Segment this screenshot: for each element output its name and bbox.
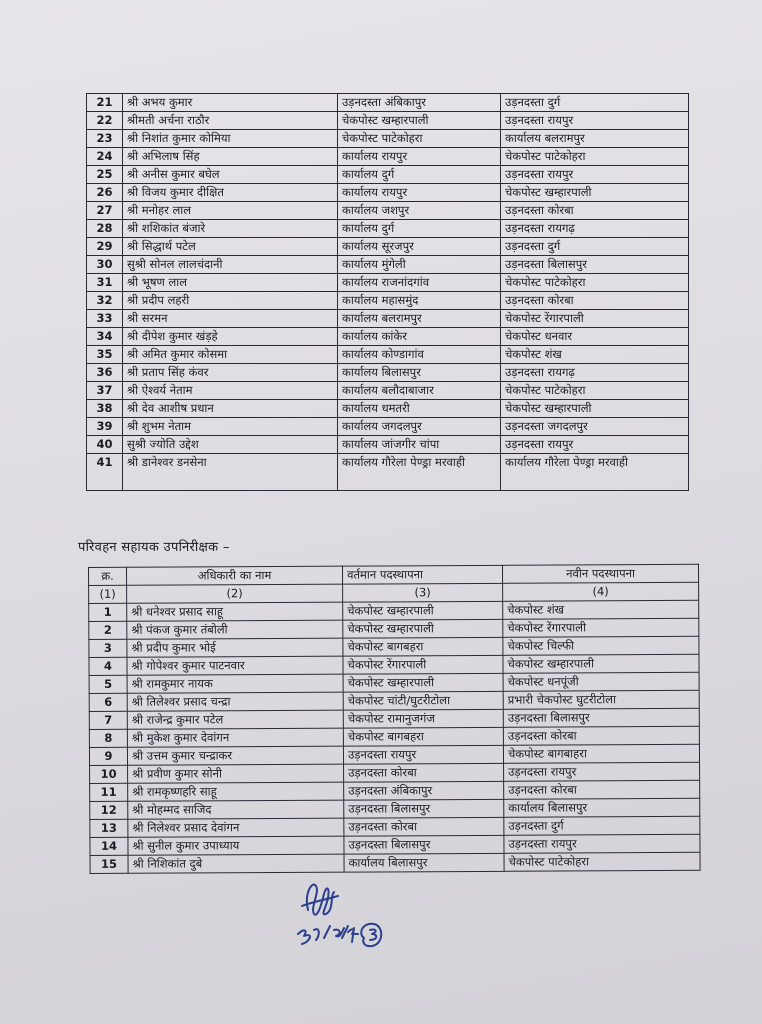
officer-name: श्री अनीस कुमार बघेल [123, 166, 338, 184]
table-row [87, 310, 689, 328]
officer-name: श्री रामकुमार नायक [127, 674, 343, 693]
current-posting: उड़नदस्ता बिलासपुर [344, 799, 504, 818]
header-new-posting: नवीन पदस्थापना [502, 564, 698, 583]
serial-number: 15 [90, 855, 128, 873]
current-posting: कार्यालय मुंगेली [338, 256, 501, 274]
serial-number: 35 [87, 346, 123, 364]
serial-number: 2 [89, 621, 127, 639]
serial-number: 7 [89, 711, 127, 729]
officer-name: श्री अमित कुमार कोसमा [123, 346, 338, 364]
new-posting: चेकपोस्ट धनवार [501, 328, 689, 346]
officer-name: श्री गोपेश्वर कुमार पाटनवार [127, 656, 343, 675]
serial-number: 36 [87, 364, 123, 382]
transfer-table-continued [86, 93, 689, 491]
current-posting: कार्यालय जशपुर [338, 202, 501, 220]
new-posting: प्रभारी चेकपोस्ट घुटरीटोला [503, 690, 699, 709]
new-posting: उड़नदस्ता कोरबा [501, 292, 689, 310]
table-row [87, 364, 689, 382]
new-posting: उड़नदस्ता रायपुर [504, 834, 700, 853]
serial-number: 9 [89, 747, 127, 765]
new-posting: चेकपोस्ट शंख [501, 346, 689, 364]
transfer-table-continued-body [87, 94, 689, 491]
serial-number: 32 [87, 292, 123, 310]
current-posting: कार्यालय बिलासपुर [338, 364, 501, 382]
new-posting: चेकपोस्ट शंख [503, 600, 699, 619]
current-posting: कार्यालय दुर्ग [338, 220, 501, 238]
current-posting: चेकपोस्ट खम्हारपाली [343, 673, 503, 692]
new-posting: चेकपोस्ट बागबाहरा [503, 744, 699, 763]
new-posting: चेकपोस्ट चिल्फी [503, 636, 699, 655]
officer-name: श्री विजय कुमार दीक्षित [123, 184, 338, 202]
header-serial: क्र. [89, 567, 127, 585]
table-row [87, 256, 689, 274]
table-row [87, 454, 689, 491]
subheader-1: (1) [89, 585, 127, 603]
header-officer-name: अधिकारी का नाम [127, 566, 343, 585]
serial-number: 40 [87, 436, 123, 454]
officer-name: श्री निशांत कुमार कोमिया [123, 130, 338, 148]
serial-number: 27 [87, 202, 123, 220]
table-row [87, 418, 689, 436]
officer-name: श्री दीपेश कुमार खंड़हे [123, 328, 338, 346]
officer-name: श्री तिलेश्वर प्रसाद चन्द्रा [127, 692, 343, 711]
new-posting: चेकपोस्ट पाटेकोहरा [501, 382, 689, 400]
new-posting: उड़नदस्ता जगदलपुर [501, 418, 689, 436]
new-posting: उड़नदस्ता रायपुर [501, 436, 689, 454]
current-posting: उड़नदस्ता कोरबा [344, 817, 504, 836]
serial-number: 38 [87, 400, 123, 418]
officer-name: श्री ऐश्वर्य नेताम [123, 382, 338, 400]
serial-number: 31 [87, 274, 123, 292]
new-posting: चेकपोस्ट खम्हारपाली [503, 654, 699, 673]
officer-name: श्री प्रदीप कुमार भोई [127, 638, 343, 657]
officer-name: श्री मोहम्मद साजिद [128, 800, 344, 819]
officer-name: श्री भूषण लाल [123, 274, 338, 292]
officer-name: श्री सरमन [123, 310, 338, 328]
officer-name: श्री अभय कुमार [123, 94, 338, 112]
officer-name: श्री देव आशीष प्रधान [123, 400, 338, 418]
officer-name: श्री धनेश्वर प्रसाद साहू [127, 602, 343, 621]
serial-number: 28 [87, 220, 123, 238]
table-row [87, 94, 689, 112]
subheader-2: (2) [127, 584, 343, 603]
serial-number: 11 [90, 783, 128, 801]
serial-number: 3 [89, 639, 127, 657]
officer-name: श्री पंकज कुमार तंबोली [127, 620, 343, 639]
officer-name: सुश्री ज्योति उद्देश [123, 436, 338, 454]
new-posting: चेकपोस्ट पाटेकोहरा [501, 148, 689, 166]
officer-name: श्री मनोहर लाल [123, 202, 338, 220]
table-row [87, 166, 689, 184]
table-row [87, 148, 689, 166]
officer-name: श्री सिद्धार्थ पटेल [123, 238, 338, 256]
new-posting: उड़नदस्ता बिलासपुर [503, 708, 699, 727]
current-posting: कार्यालय कांकेर [338, 328, 501, 346]
officer-name: श्री निलेश्वर प्रसाद देवांगन [128, 818, 344, 837]
assistant-sub-inspector-table-body [89, 600, 700, 873]
table-row [87, 274, 689, 292]
table-row [87, 436, 689, 454]
new-posting: उड़नदस्ता रायपुर [504, 762, 700, 781]
new-posting: उड़नदस्ता रायगढ़ [501, 364, 689, 382]
current-posting: चेकपोस्ट पाटेकोहरा [338, 130, 501, 148]
serial-number: 22 [87, 112, 123, 130]
new-posting: चेकपोस्ट पाटेकोहरा [504, 852, 700, 871]
serial-number: 14 [90, 837, 128, 855]
current-posting: चेकपोस्ट चांटी/घुटरीटोला [343, 691, 503, 710]
table-row [87, 112, 689, 130]
table-row [87, 400, 689, 418]
serial-number: 37 [87, 382, 123, 400]
table-row [90, 852, 700, 873]
current-posting: कार्यालय धमतरी [338, 400, 501, 418]
new-posting: कार्यालय बिलासपुर [504, 798, 700, 817]
new-posting: उड़नदस्ता कोरबा [501, 202, 689, 220]
subheader-4: (4) [503, 582, 699, 601]
serial-number: 25 [87, 166, 123, 184]
officer-name: श्री प्रवीण कुमार सोनी [128, 764, 344, 783]
current-posting: कार्यालय जांजगीर चांपा [338, 436, 501, 454]
new-posting: चेकपोस्ट धनपूंजी [503, 672, 699, 691]
officer-name: श्री मुकेश कुमार देवांगन [127, 728, 343, 747]
current-posting: कार्यालय रायपुर [338, 184, 501, 202]
new-posting: उड़नदस्ता रायपुर [501, 112, 689, 130]
current-posting: कार्यालय गौरेला पेण्ड्रा मरवाही [338, 454, 501, 491]
current-posting: चेकपोस्ट रेंगारपाली [343, 655, 503, 674]
serial-number: 24 [87, 148, 123, 166]
table-row [87, 202, 689, 220]
current-posting: चेकपोस्ट रामानुजगंज [343, 709, 503, 728]
new-posting: उड़नदस्ता रायपुर [501, 166, 689, 184]
serial-number: 33 [87, 310, 123, 328]
current-posting: कार्यालय बिलासपुर [344, 853, 504, 872]
current-posting: कार्यालय सूरजपुर [338, 238, 501, 256]
new-posting: उड़नदस्ता कोरबा [504, 780, 700, 799]
officer-name: श्री डानेश्वर डनसेना [123, 454, 338, 491]
new-posting: चेकपोस्ट खम्हारपाली [501, 184, 689, 202]
section-title: परिवहन सहायक उपनिरीक्षक – [78, 540, 230, 555]
current-posting: उड़नदस्ता अंबिकापुर [338, 94, 501, 112]
officer-name: श्री राजेन्द्र कुमार पटेल [127, 710, 343, 729]
table-row [87, 238, 689, 256]
serial-number: 10 [90, 765, 128, 783]
current-posting: कार्यालय बलरामपुर [338, 310, 501, 328]
current-posting: चेकपोस्ट बागबहरा [343, 727, 503, 746]
serial-number: 4 [89, 657, 127, 675]
table-row [87, 292, 689, 310]
current-posting: चेकपोस्ट खम्हारपाली [343, 601, 503, 620]
serial-number: 6 [89, 693, 127, 711]
serial-number: 12 [90, 801, 128, 819]
new-posting: उड़नदस्ता दुर्ग [501, 94, 689, 112]
serial-number: 30 [87, 256, 123, 274]
current-posting: कार्यालय महासमुंद [338, 292, 501, 310]
current-posting: उड़नदस्ता कोरबा [344, 763, 504, 782]
current-posting: कार्यालय रायपुर [338, 148, 501, 166]
new-posting: उड़नदस्ता रायगढ़ [501, 220, 689, 238]
current-posting: कार्यालय बलौदाबाजार [338, 382, 501, 400]
new-posting: चेकपोस्ट खम्हारपाली [501, 400, 689, 418]
new-posting: उड़नदस्ता दुर्ग [501, 238, 689, 256]
serial-number: 39 [87, 418, 123, 436]
officer-name: श्रीमती अर्चना राठौर [123, 112, 338, 130]
new-posting: उड़नदस्ता कोरबा [503, 726, 699, 745]
serial-number: 23 [87, 130, 123, 148]
serial-number: 5 [89, 675, 127, 693]
current-posting: उड़नदस्ता अंबिकापुर [344, 781, 504, 800]
current-posting: कार्यालय राजनांदगांव [338, 274, 501, 292]
table-row [87, 328, 689, 346]
officer-name: श्री अभिलाष सिंह [123, 148, 338, 166]
officer-name: श्री शुभम नेताम [123, 418, 338, 436]
subheader-3: (3) [343, 583, 503, 602]
table-row [87, 130, 689, 148]
serial-number: 13 [90, 819, 128, 837]
current-posting: उड़नदस्ता बिलासपुर [344, 835, 504, 854]
serial-number: 8 [89, 729, 127, 747]
serial-number: 29 [87, 238, 123, 256]
serial-number: 41 [87, 454, 123, 491]
current-posting: कार्यालय कोण्डागांव [338, 346, 501, 364]
serial-number: 34 [87, 328, 123, 346]
officer-name: श्री सुनील कुमार उपाध्याय [128, 836, 344, 855]
officer-name: श्री प्रदीप लहरी [123, 292, 338, 310]
officer-name: श्री प्रताप सिंह कंवर [123, 364, 338, 382]
new-posting: चेकपोस्ट रेंगारपाली [501, 310, 689, 328]
current-posting: उड़नदस्ता रायपुर [343, 745, 503, 764]
table-row [87, 346, 689, 364]
officer-name: श्री रामकृष्णहरि साहू [128, 782, 344, 801]
current-posting: कार्यालय दुर्ग [338, 166, 501, 184]
table-row [87, 382, 689, 400]
officer-name: सुश्री सोनल लालचंदानी [123, 256, 338, 274]
new-posting: कार्यालय गौरेला पेण्ड्रा मरवाही [501, 454, 689, 491]
officer-name: श्री निशिकांत दुबे [128, 854, 344, 873]
serial-number: 1 [89, 603, 127, 621]
serial-number: 21 [87, 94, 123, 112]
new-posting: उड़नदस्ता दुर्ग [504, 816, 700, 835]
current-posting: चेकपोस्ट खम्हारपाली [338, 112, 501, 130]
handwritten-signature [290, 872, 400, 962]
current-posting: कार्यालय जगदलपुर [338, 418, 501, 436]
assistant-sub-inspector-table [88, 564, 701, 874]
header-current-posting: वर्तमान पदस्थापना [342, 565, 502, 584]
officer-name: श्री उत्तम कुमार चन्द्राकर [127, 746, 343, 765]
current-posting: चेकपोस्ट बागबहरा [343, 637, 503, 656]
current-posting: चेकपोस्ट खम्हारपाली [343, 619, 503, 638]
new-posting: उड़नदस्ता बिलासपुर [501, 256, 689, 274]
new-posting: चेकपोस्ट पाटेकोहरा [501, 274, 689, 292]
officer-name: श्री शशिकांत बंजारे [123, 220, 338, 238]
table-row [87, 220, 689, 238]
serial-number: 26 [87, 184, 123, 202]
table-row [87, 184, 689, 202]
new-posting: चेकपोस्ट रेंगारपाली [503, 618, 699, 637]
new-posting: कार्यालय बलरामपुर [501, 130, 689, 148]
